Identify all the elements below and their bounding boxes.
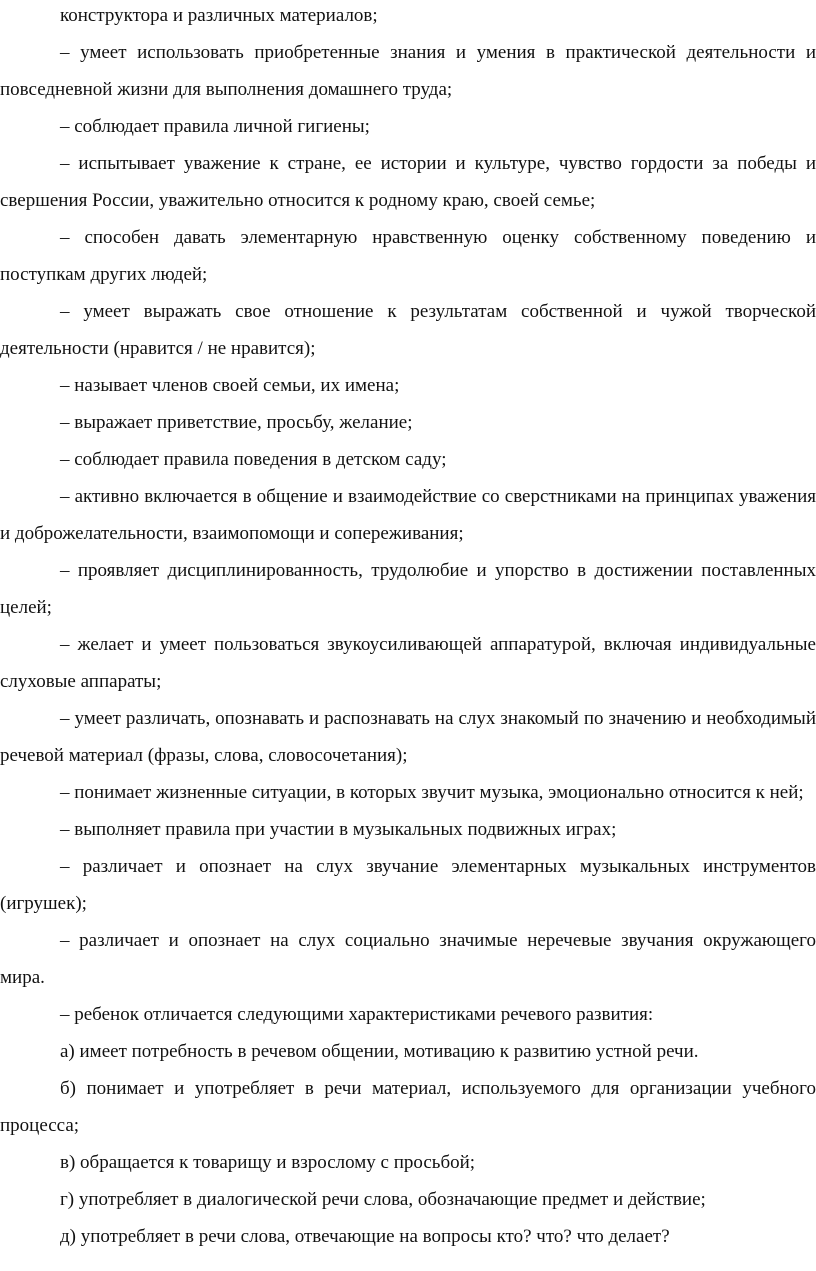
paragraph-11: – проявляет дисциплинированность, трудолюбие и упорство в достижении поставленных целей; bbox=[0, 560, 816, 618]
paragraph-10: – активно включается в общение и взаимодействие со сверстниками на принципах уважения и доброжелательности, взаимопомощи и сопереживания; bbox=[0, 486, 816, 544]
paragraph-8: – выражает приветствие, просьбу, желание; bbox=[60, 412, 413, 433]
paragraph-1: конструктора и различных материалов; bbox=[60, 5, 378, 26]
paragraph-19: а) имеет потребность в речевом общении, мотивацию к развитию устной речи. bbox=[60, 1041, 699, 1062]
paragraph-5: – способен давать элементарную нравственную оценку собственному поведению и поступкам других людей; bbox=[0, 227, 816, 285]
paragraph-7: – называет членов своей семьи, их имена; bbox=[60, 375, 400, 396]
paragraph-16: – различает и опознает на слух звучание элементарных музыкальных инструментов (игрушек); bbox=[0, 856, 816, 914]
paragraph-6: – умеет выражать свое отношение к результатам собственной и чужой творческой деятельности (нравится / не нравится); bbox=[0, 301, 816, 359]
paragraph-4: – испытывает уважение к стране, ее истории и культуре, чувство гордости за победы и свершения России, уважительно относится к родному краю, своей семье; bbox=[0, 153, 816, 211]
paragraph-14: – понимает жизненные ситуации, в которых звучит музыка, эмоционально относится к ней; bbox=[60, 782, 804, 803]
paragraph-18: – ребенок отличается следующими характеристиками речевого развития: bbox=[60, 1004, 654, 1025]
paragraph-9: – соблюдает правила поведения в детском саду; bbox=[60, 449, 447, 470]
paragraph-3: – соблюдает правила личной гигиены; bbox=[60, 116, 370, 137]
paragraph-23: д) употребляет в речи слова, отвечающие на вопросы кто? что? что делает? bbox=[60, 1226, 670, 1247]
paragraph-12: – желает и умеет пользоваться звукоусиливающей аппаратурой, включая индивидуальные слуховые аппараты; bbox=[0, 634, 816, 692]
paragraph-13: – умеет различать, опознавать и распознавать на слух знакомый по значению и необходимый речевой материал (фразы, слова, словосочетания); bbox=[0, 708, 816, 766]
paragraph-21: в) обращается к товарищу и взрослому с просьбой; bbox=[60, 1152, 476, 1173]
paragraph-15: – выполняет правила при участии в музыкальных подвижных играх; bbox=[60, 819, 617, 840]
paragraph-20: б) понимает и употребляет в речи материал, используемого для организации учебного процесса; bbox=[0, 1078, 816, 1136]
paragraph-17: – различает и опознает на слух социально значимые неречевые звучания окружающего мира. bbox=[0, 930, 816, 988]
paragraph-22: г) употребляет в диалогической речи слова, обозначающие предмет и действие; bbox=[60, 1189, 706, 1210]
paragraph-2: – умеет использовать приобретенные знания и умения в практической деятельности и повседневной жизни для выполнения домашнего труда; bbox=[0, 42, 816, 100]
